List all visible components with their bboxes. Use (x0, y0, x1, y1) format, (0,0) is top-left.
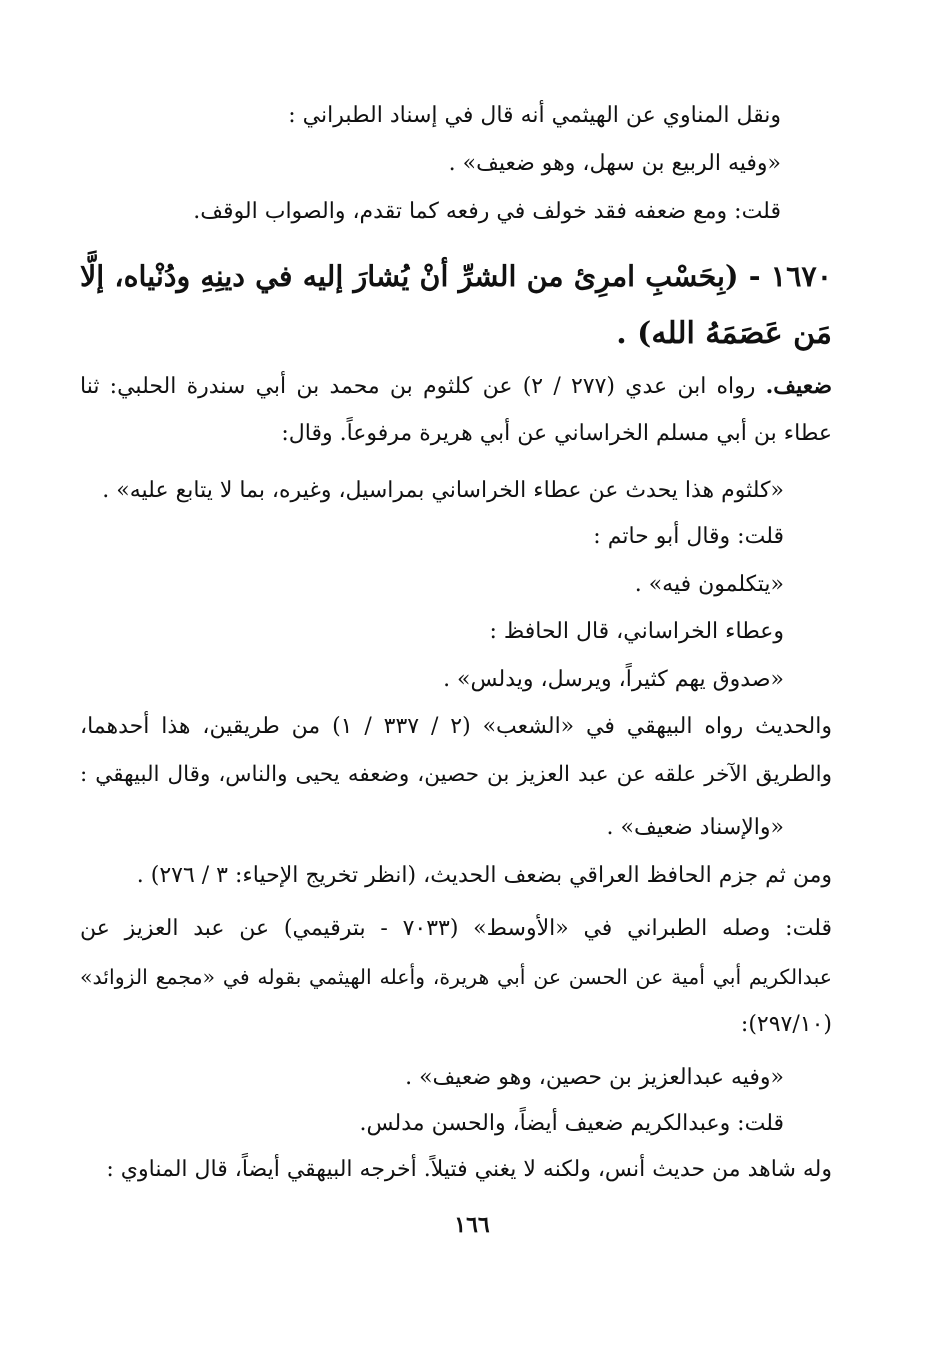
hadith-heading: ١٦٧٠ - (بِحَسْبِ امرِئ من الشرِّ أنْ يُشارَ إليه في دينِهِ ودُنْياه، إلَّا (80, 259, 832, 293)
text-line: قلت: ومع ضعفه فقد خولف في رفعه كما تقدم، والصواب الوقف. (193, 199, 781, 224)
text-line: قلت: وصله الطبراني في «الأوسط» (٧٠٣٣ - بترقيمي) عن عبد العزيز عن (80, 916, 832, 941)
text-line: وعطاء الخراساني، قال الحافظ : (489, 619, 784, 644)
text-line: قلت: وقال أبو حاتم : (593, 524, 784, 549)
text-line: والطريق الآخر علقه عن عبد العزيز بن حصين، وضعفه يحيى والناس، وقال البيهقي : (80, 762, 832, 787)
text-line: عبدالكريم أبي أمية عن الحسن عن أبي هريرة، وأعله الهيثمي بقوله في «مجمع الزوائد» (80, 965, 832, 989)
text-line: (٢٩٧/١٠): (740, 1012, 832, 1037)
quote-line: «وفيه عبدالعزيز بن حصين، وهو ضعيف» . (405, 1065, 784, 1090)
text-line: وله شاهد من حديث أنس، ولكنه لا يغني فتيلاً. أخرجه البيهقي أيضاً، قال المناوي : (106, 1157, 832, 1182)
text-line: والحديث رواه البيهقي في «الشعب» (٢ / ٣٣٧ / ١) من طريقين، هذا أحدهما، (80, 714, 832, 739)
text-line: عطاء بن أبي مسلم الخراساني عن أبي هريرة مرفوعاً. وقال: (281, 421, 832, 446)
text-line: ونقل المناوي عن الهيثمي أنه قال في إسناد الطبراني : (288, 103, 781, 128)
hadith-heading-continued: مَن عَصَمَهُ الله) . (616, 316, 832, 351)
text-line: قلت: وعبدالكريم ضعيف أيضاً، والحسن مدلس. (359, 1111, 784, 1136)
text-line: ومن ثم جزم الحافظ العراقي بضعف الحديث، (انظر تخريج الإحياء: ٣ / ٢٧٦) . (136, 863, 832, 888)
quote-line: «وفيه الربيع بن سهل، وهو ضعيف» . (448, 151, 781, 176)
quote-line: «كلثوم هذا يحدث عن عطاء الخراساني بمراسيل، وغيره، بما لا يتابع عليه» . (102, 478, 784, 503)
grading-text: رواه ابن عدي (٢٧٧ / ٢) عن كلثوم بن محمد بن أبي سندرة الحلبي: ثنا (80, 374, 766, 399)
quote-line: «والإسناد ضعيف» . (606, 815, 784, 840)
grading-line (80, 370, 832, 402)
page-number: ١٦٦ (454, 1212, 490, 1238)
quote-line: «يتكلمون فيه» . (634, 572, 784, 597)
quote-line: «صدوق يهم كثيراً، ويرسل، ويدلس» . (443, 667, 784, 692)
grading-label: ضعيف. (765, 373, 833, 399)
